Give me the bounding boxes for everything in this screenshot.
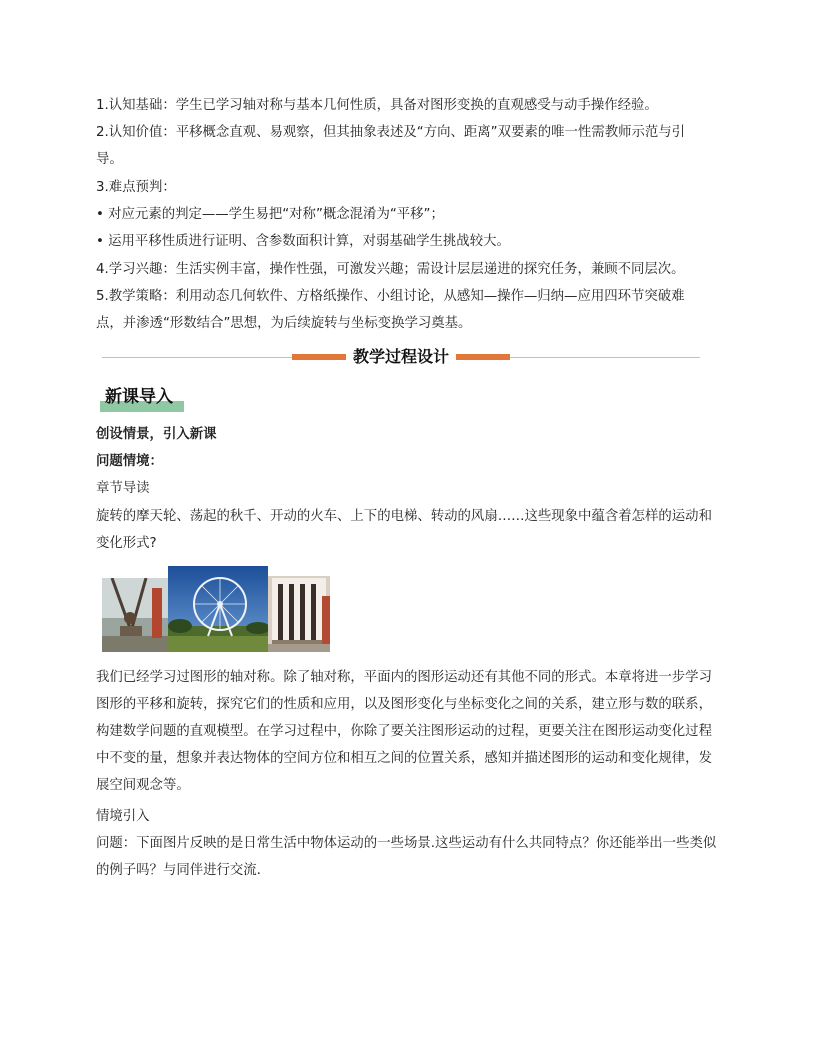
analysis-item-2-line2: 导。 [96,152,123,167]
analysis-item-5-line2: 点，并渗透“形数结合”思想，为后续旋转与坐标变换学习奠基。 [96,316,472,331]
section-divider [102,345,700,369]
intro-paragraph: 我们已经学习过图形的轴对称。除了轴对称，平面内的图形运动还有其他不同的形式。本章将进一步学习图形的平移和旋转，探究它们的性质和应用，以及图形变化与坐标变化之间的关系，建立形与数的联系，构建数学问题的直观模型。在学习过程中，你除了要关注图形运动的过程，更要关注在图形运动变化过程中不变的量，想象并表达物体的空间方位和相互之间的位置关系，感知并描述图形的运动和变化规律，发展空间观念等。 [96,670,712,793]
swing-photo [102,578,168,652]
motion-photos [102,566,332,652]
building-photo [268,576,330,652]
section-subtitle-2: 问题情境： [96,453,163,469]
analysis-bullet-2: • 运用平移性质进行证明、含参数面积计算，对弱基础学生挑战较大。 [96,234,510,249]
analysis-item-1: 1.认知基础：学生已学习轴对称与基本几何性质，具备对图形变换的直观感受与动手操作经验。 [96,98,658,113]
question-paragraph: 问题：下面图片反映的是日常生活中物体运动的一些场景.这些运动有什么共同特点？你还能举出一些类似的例子吗？与同伴进行交流. [96,836,717,878]
divider-bar-right [456,354,510,360]
divider-line-right [510,357,700,358]
analysis-item-5-line1: 5.教学策略：利用动态几何软件、方格纸操作、小组讨论，从感知—操作—归纳—应用四环节突破难 [96,289,685,304]
analysis-bullet-1: • 对应元素的判定——学生易把“对称”概念混淆为“平移”； [96,207,444,222]
chapter-guide-label: 章节导读 [96,481,150,496]
analysis-item-4: 4.学习兴趣：生活实例丰富，操作性强，可激发兴趣；需设计层层递进的探究任务，兼顾不同层次。 [96,262,685,277]
ferris-wheel-photo [168,566,268,652]
divider-title: 教学过程设计 [352,347,449,366]
analysis-item-3: 3.难点预判： [96,180,176,195]
section-heading [100,384,184,412]
section-heading-title: 新课导入 [105,387,173,407]
chapter-guide-paragraph: 旋转的摩天轮、荡起的秋千、开动的火车、上下的电梯、转动的风扇……这些现象中蕴含着怎样的运动和变化形式? [96,509,712,551]
divider-bar-left [292,354,346,360]
analysis-item-2-line1: 2.认知价值：平移概念直观、易观察，但其抽象表述及“方向、距离”双要素的唯一性需教师示范与引 [96,125,686,140]
situation-label: 情境引入 [96,809,150,824]
section-subtitle-1: 创设情景，引入新课 [96,426,217,442]
divider-line-left [102,357,292,358]
